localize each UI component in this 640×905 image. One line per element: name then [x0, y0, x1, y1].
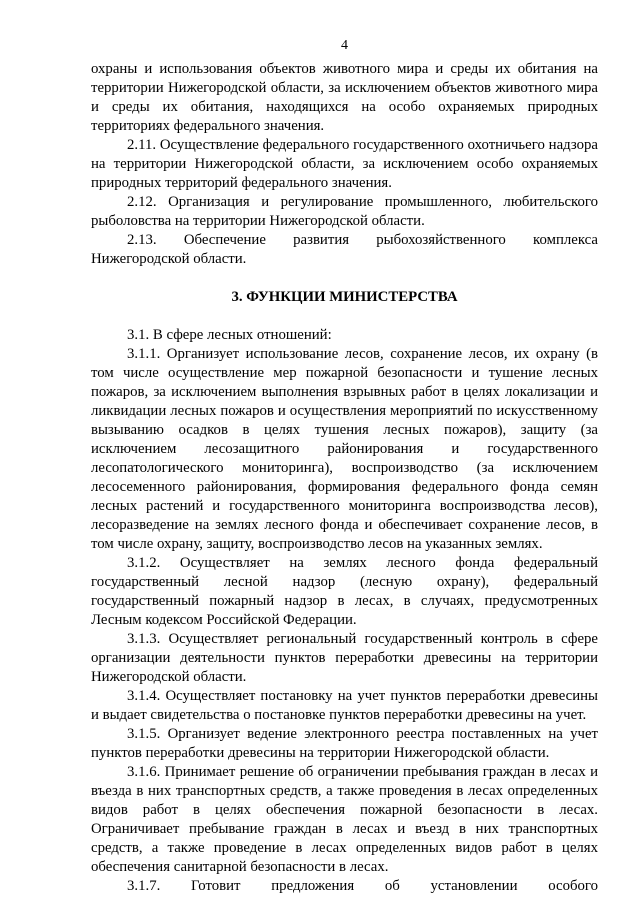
paragraph-continuation: охраны и использования объектов животного мира и среды их обитания на территории Нижегородской области, за исключением объектов животного мира и среды их обитания, находящихся на особо охраняемых природных территориях федерального значения.	[91, 61, 598, 134]
paragraph-2-13: 2.13. Обеспечение развития рыбохозяйственного комплекса Нижегородской области.	[91, 232, 598, 267]
paragraph-2-11: 2.11. Осуществление федерального государственного охотничьего надзора на территории Нижегородской области, за исключением особо охраняемых природных территорий федерального значения.	[91, 137, 598, 191]
paragraph-3-1-2: 3.1.2. Осуществляет на землях лесного фонда федеральный государственный лесной надзор (лесную охрану), федеральный государственный пожарный надзор в лесах, в случаях, предусмотренных Лесным кодексом Российской Федерации.	[91, 555, 598, 628]
document-page	[91, 0, 598, 905]
paragraph-2-12: 2.12. Организация и регулирование промышленного, любительского рыболовства на территории Нижегородской области.	[91, 194, 598, 229]
document-body	[91, 60, 598, 896]
paragraph-3-1-5: 3.1.5. Организует ведение электронного реестра поставленных на учет пунктов переработки древесины на территории Нижегородской области.	[91, 726, 598, 761]
page-number: 4	[341, 38, 348, 53]
section-heading: 3. ФУНКЦИИ МИНИСТЕРСТВА	[231, 289, 458, 305]
paragraph-3-1-6: 3.1.6. Принимает решение об ограничении пребывания граждан в лесах и въезда в них транспортных средств, а также проведения в лесах определенных видов работ в целях обеспечения пожарной безопасности в лесах. Ограничивает пребывание граждан в лесах и въезд в них транспортных средств, а также проведение в лесах определенных видов работ в целях обеспечения санитарной безопасности в лесах.	[91, 764, 598, 875]
paragraph-3-1-3: 3.1.3. Осуществляет региональный государственный контроль в сфере организации деятельности пунктов переработки древесины на территории Нижегородской области.	[91, 631, 598, 685]
paragraph-3-1-1: 3.1.1. Организует использование лесов, сохранение лесов, их охрану (в том числе осуществление мер пожарной безопасности и тушение лесных пожаров, за исключением выполнения взрывных работ в целях локализации и ликвидации лесных пожаров и осуществления мероприятий по искусственному вызыванию осадков в целях тушения лесных пожаров), защиту (за исключением лесозащитного районирования и государственного лесопатологического мониторинга), воспроизводство (за исключением лесосеменного районирования, формирования федерального фонда семян лесных растений и государственного мониторинга воспроизводства лесов), лесоразведение на землях лесного фонда и обеспечивает сохранение лесов, в том числе охрану, защиту, воспроизводство лесов на указанных землях.	[91, 346, 598, 552]
paragraph-3-1-4: 3.1.4. Осуществляет постановку на учет пунктов переработки древесины и выдает свидетельства о постановке пунктов переработки древесины на учет.	[91, 688, 598, 723]
paragraph-3-1-7: 3.1.7. Готовит предложения об установлении особого	[127, 878, 598, 894]
paragraph-3-1: 3.1. В сфере лесных отношений:	[127, 327, 332, 343]
